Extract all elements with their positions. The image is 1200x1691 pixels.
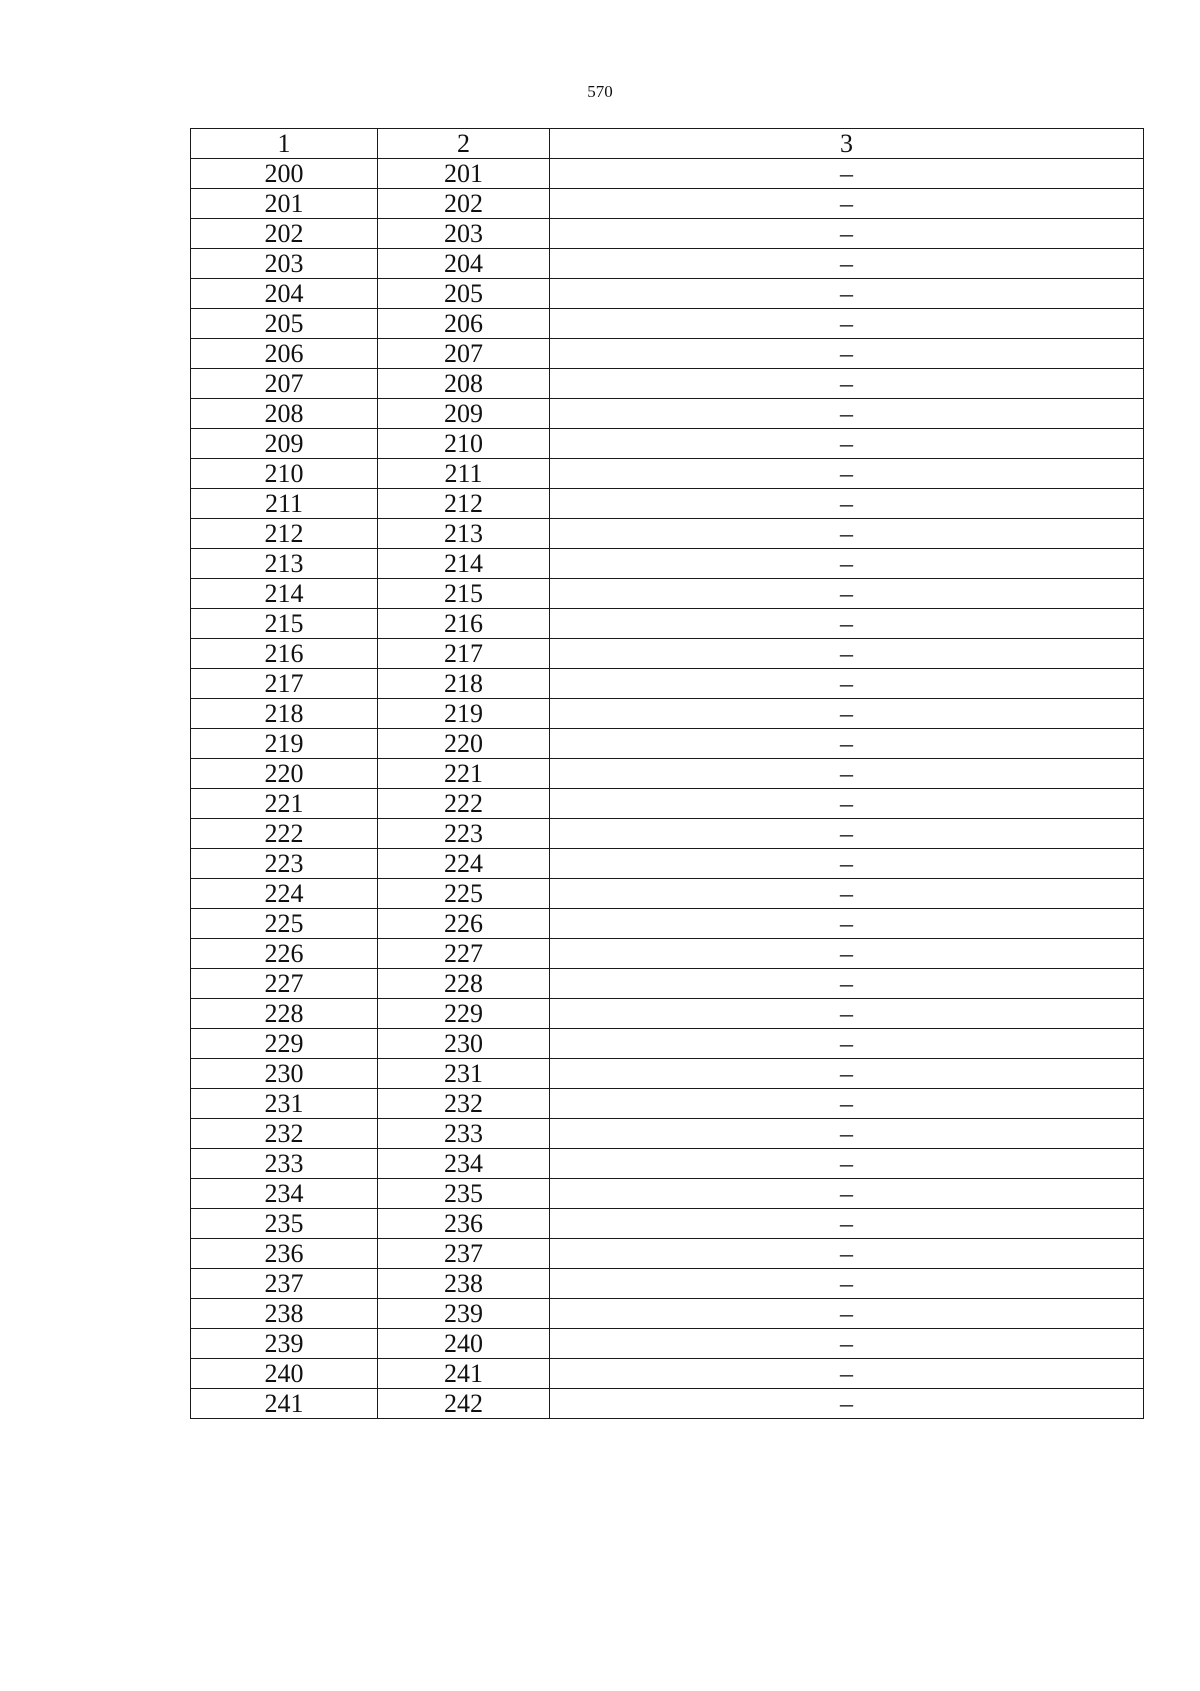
table-cell-col-2: 230 bbox=[378, 1029, 550, 1059]
table-row bbox=[191, 1179, 1144, 1209]
table-row bbox=[191, 189, 1144, 219]
table-row bbox=[191, 1029, 1144, 1059]
table-row bbox=[191, 369, 1144, 399]
table-cell-col-3: – bbox=[550, 1359, 1144, 1389]
table-cell-col-1: 209 bbox=[191, 429, 378, 459]
table-header bbox=[191, 129, 1144, 159]
table-cell-col-3: – bbox=[550, 609, 1144, 639]
table-row bbox=[191, 1359, 1144, 1389]
table-cell-col-1: 240 bbox=[191, 1359, 378, 1389]
table-cell-col-2: 236 bbox=[378, 1209, 550, 1239]
table-cell-col-2: 235 bbox=[378, 1179, 550, 1209]
table-row bbox=[191, 789, 1144, 819]
table-cell-col-2: 209 bbox=[378, 399, 550, 429]
table-row bbox=[191, 729, 1144, 759]
table-row bbox=[191, 639, 1144, 669]
table-cell-col-3: – bbox=[550, 189, 1144, 219]
table-cell-col-2: 218 bbox=[378, 669, 550, 699]
table-cell-col-1: 213 bbox=[191, 549, 378, 579]
table-cell-col-3: – bbox=[550, 699, 1144, 729]
table-cell-col-2: 224 bbox=[378, 849, 550, 879]
table-cell-col-2: 229 bbox=[378, 999, 550, 1029]
table-cell-col-3: – bbox=[550, 459, 1144, 489]
table-row bbox=[191, 1149, 1144, 1179]
table-row bbox=[191, 489, 1144, 519]
table-cell-col-3: – bbox=[550, 1029, 1144, 1059]
table-cell-col-3: – bbox=[550, 1389, 1144, 1419]
table-row bbox=[191, 879, 1144, 909]
table-row bbox=[191, 399, 1144, 429]
table-row bbox=[191, 1119, 1144, 1149]
table-cell-col-2: 214 bbox=[378, 549, 550, 579]
table-cell-col-3: – bbox=[550, 1119, 1144, 1149]
table-row bbox=[191, 699, 1144, 729]
table-cell-col-1: 220 bbox=[191, 759, 378, 789]
table-cell-col-2: 225 bbox=[378, 879, 550, 909]
table-cell-col-2: 221 bbox=[378, 759, 550, 789]
table-cell-col-3: – bbox=[550, 309, 1144, 339]
table-row bbox=[191, 519, 1144, 549]
table-cell-col-3: – bbox=[550, 939, 1144, 969]
table-row bbox=[191, 1299, 1144, 1329]
table-cell-col-2: 205 bbox=[378, 279, 550, 309]
page-number: 570 bbox=[587, 82, 613, 101]
table-cell-col-3: – bbox=[550, 999, 1144, 1029]
table-row bbox=[191, 159, 1144, 189]
table-cell-col-3: – bbox=[550, 1089, 1144, 1119]
table-cell-col-3: – bbox=[550, 1059, 1144, 1089]
table-cell-col-1: 234 bbox=[191, 1179, 378, 1209]
table-cell-col-3: – bbox=[550, 1179, 1144, 1209]
table-cell-col-1: 235 bbox=[191, 1209, 378, 1239]
table-cell-col-1: 219 bbox=[191, 729, 378, 759]
table-cell-col-1: 239 bbox=[191, 1329, 378, 1359]
table-cell-col-3: – bbox=[550, 639, 1144, 669]
table-row bbox=[191, 819, 1144, 849]
table-cell-col-2: 242 bbox=[378, 1389, 550, 1419]
table-cell-col-1: 237 bbox=[191, 1269, 378, 1299]
table-cell-col-1: 227 bbox=[191, 969, 378, 999]
table-cell-col-3: – bbox=[550, 519, 1144, 549]
table-row bbox=[191, 969, 1144, 999]
table-row bbox=[191, 669, 1144, 699]
table-row bbox=[191, 1239, 1144, 1269]
table-row bbox=[191, 999, 1144, 1029]
table-cell-col-1: 230 bbox=[191, 1059, 378, 1089]
table-cell-col-1: 236 bbox=[191, 1239, 378, 1269]
table-cell-col-3: – bbox=[550, 489, 1144, 519]
table-cell-col-2: 238 bbox=[378, 1269, 550, 1299]
table-cell-col-1: 231 bbox=[191, 1089, 378, 1119]
table-cell-col-1: 204 bbox=[191, 279, 378, 309]
table-cell-col-1: 200 bbox=[191, 159, 378, 189]
table-cell-col-1: 233 bbox=[191, 1149, 378, 1179]
table-cell-col-1: 221 bbox=[191, 789, 378, 819]
table-cell-col-2: 206 bbox=[378, 309, 550, 339]
table-cell-col-3: – bbox=[550, 969, 1144, 999]
table-cell-col-2: 202 bbox=[378, 189, 550, 219]
table-cell-col-1: 224 bbox=[191, 879, 378, 909]
table-cell-col-1: 229 bbox=[191, 1029, 378, 1059]
table-cell-col-2: 204 bbox=[378, 249, 550, 279]
table-cell-col-3: – bbox=[550, 249, 1144, 279]
table-cell-col-2: 222 bbox=[378, 789, 550, 819]
table-cell-col-2: 234 bbox=[378, 1149, 550, 1179]
table-cell-col-1: 226 bbox=[191, 939, 378, 969]
table-row bbox=[191, 279, 1144, 309]
data-table bbox=[190, 128, 1144, 1419]
table-cell-col-1: 214 bbox=[191, 579, 378, 609]
table-cell-col-1: 207 bbox=[191, 369, 378, 399]
table-cell-col-2: 240 bbox=[378, 1329, 550, 1359]
table-cell-col-2: 203 bbox=[378, 219, 550, 249]
table-cell-col-1: 216 bbox=[191, 639, 378, 669]
table-cell-col-1: 201 bbox=[191, 189, 378, 219]
table-cell-col-1: 203 bbox=[191, 249, 378, 279]
table-cell-col-2: 215 bbox=[378, 579, 550, 609]
column-header-3: 3 bbox=[550, 129, 1144, 159]
table-body bbox=[191, 159, 1144, 1419]
table-cell-col-1: 232 bbox=[191, 1119, 378, 1149]
table-cell-col-2: 213 bbox=[378, 519, 550, 549]
table-cell-col-3: – bbox=[550, 759, 1144, 789]
table-cell-col-2: 211 bbox=[378, 459, 550, 489]
table-cell-col-1: 225 bbox=[191, 909, 378, 939]
table-cell-col-1: 206 bbox=[191, 339, 378, 369]
table-cell-col-3: – bbox=[550, 339, 1144, 369]
table-cell-col-1: 205 bbox=[191, 309, 378, 339]
table-cell-col-3: – bbox=[550, 1239, 1144, 1269]
table-row bbox=[191, 1269, 1144, 1299]
table-cell-col-3: – bbox=[550, 369, 1144, 399]
table-row bbox=[191, 849, 1144, 879]
table-row bbox=[191, 219, 1144, 249]
table-cell-col-3: – bbox=[550, 849, 1144, 879]
table-cell-col-2: 207 bbox=[378, 339, 550, 369]
table-cell-col-3: – bbox=[550, 909, 1144, 939]
table-cell-col-3: – bbox=[550, 579, 1144, 609]
table-cell-col-1: 208 bbox=[191, 399, 378, 429]
table-row bbox=[191, 909, 1144, 939]
table-cell-col-2: 227 bbox=[378, 939, 550, 969]
table-row bbox=[191, 1209, 1144, 1239]
column-header-2: 2 bbox=[378, 129, 550, 159]
table-row bbox=[191, 1089, 1144, 1119]
table-cell-col-3: – bbox=[550, 819, 1144, 849]
table-cell-col-2: 223 bbox=[378, 819, 550, 849]
table-cell-col-3: – bbox=[550, 1299, 1144, 1329]
table-row bbox=[191, 459, 1144, 489]
table-cell-col-3: – bbox=[550, 729, 1144, 759]
table-cell-col-1: 222 bbox=[191, 819, 378, 849]
table-row bbox=[191, 1329, 1144, 1359]
table-row bbox=[191, 549, 1144, 579]
table-cell-col-2: 208 bbox=[378, 369, 550, 399]
table-cell-col-2: 237 bbox=[378, 1239, 550, 1269]
table-row bbox=[191, 609, 1144, 639]
table-row bbox=[191, 429, 1144, 459]
table-cell-col-3: – bbox=[550, 789, 1144, 819]
table-cell-col-3: – bbox=[550, 879, 1144, 909]
table-row bbox=[191, 759, 1144, 789]
table-row bbox=[191, 309, 1144, 339]
table-cell-col-3: – bbox=[550, 159, 1144, 189]
table-cell-col-1: 241 bbox=[191, 1389, 378, 1419]
table-cell-col-3: – bbox=[550, 279, 1144, 309]
table-cell-col-3: – bbox=[550, 549, 1144, 579]
table-cell-col-2: 220 bbox=[378, 729, 550, 759]
table-cell-col-2: 212 bbox=[378, 489, 550, 519]
table-cell-col-3: – bbox=[550, 1149, 1144, 1179]
table-row bbox=[191, 1059, 1144, 1089]
table-cell-col-2: 226 bbox=[378, 909, 550, 939]
table-cell-col-3: – bbox=[550, 219, 1144, 249]
table-cell-col-1: 202 bbox=[191, 219, 378, 249]
table-cell-col-3: – bbox=[550, 399, 1144, 429]
table-cell-col-3: – bbox=[550, 1209, 1144, 1239]
table-cell-col-2: 228 bbox=[378, 969, 550, 999]
table-cell-col-3: – bbox=[550, 1329, 1144, 1359]
table-cell-col-1: 228 bbox=[191, 999, 378, 1029]
table-cell-col-1: 217 bbox=[191, 669, 378, 699]
table-cell-col-2: 201 bbox=[378, 159, 550, 189]
table-cell-col-1: 212 bbox=[191, 519, 378, 549]
table-row bbox=[191, 579, 1144, 609]
table-cell-col-2: 216 bbox=[378, 609, 550, 639]
table-cell-col-1: 238 bbox=[191, 1299, 378, 1329]
table-cell-col-3: – bbox=[550, 1269, 1144, 1299]
table-row bbox=[191, 249, 1144, 279]
header-row bbox=[191, 129, 1144, 159]
column-header-1: 1 bbox=[191, 129, 378, 159]
table-cell-col-1: 215 bbox=[191, 609, 378, 639]
table-cell-col-2: 217 bbox=[378, 639, 550, 669]
table-cell-col-2: 232 bbox=[378, 1089, 550, 1119]
table-cell-col-2: 233 bbox=[378, 1119, 550, 1149]
table-cell-col-1: 211 bbox=[191, 489, 378, 519]
table-cell-col-2: 210 bbox=[378, 429, 550, 459]
table-cell-col-1: 210 bbox=[191, 459, 378, 489]
table-cell-col-2: 219 bbox=[378, 699, 550, 729]
table-row bbox=[191, 339, 1144, 369]
table-cell-col-2: 241 bbox=[378, 1359, 550, 1389]
table-row bbox=[191, 1389, 1144, 1419]
table-cell-col-2: 239 bbox=[378, 1299, 550, 1329]
table-cell-col-3: – bbox=[550, 669, 1144, 699]
table-row bbox=[191, 939, 1144, 969]
table-cell-col-3: – bbox=[550, 429, 1144, 459]
table-cell-col-1: 223 bbox=[191, 849, 378, 879]
table-cell-col-2: 231 bbox=[378, 1059, 550, 1089]
table-cell-col-1: 218 bbox=[191, 699, 378, 729]
